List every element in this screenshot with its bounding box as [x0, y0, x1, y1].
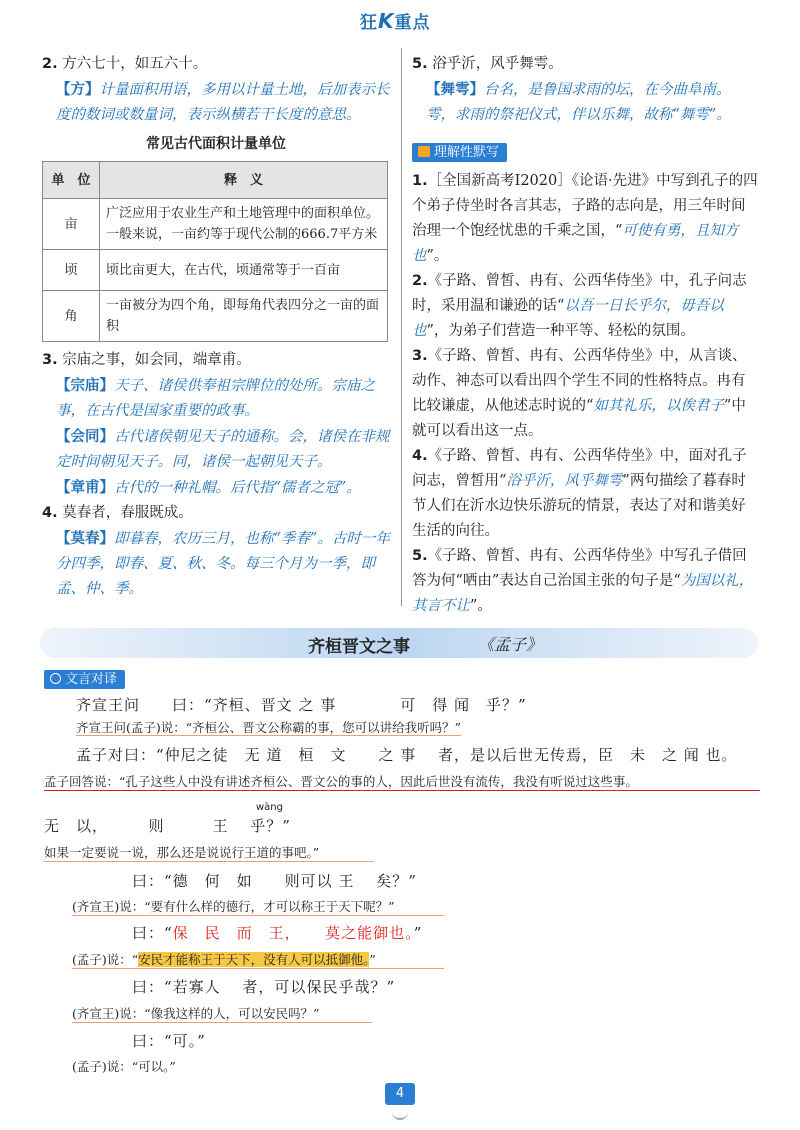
translation-line: 齐宣王问(孟子)说：“齐桓公、晋文公称霸的事，您可以讲给我听吗？” [76, 720, 462, 735]
original-line: 曰：“保 民 而 王， 莫之能御也。” [132, 924, 423, 942]
item-5: 5. 浴乎沂，风乎舞雩。 [412, 56, 563, 72]
page-number: 4 [385, 1083, 415, 1105]
unit-cell: 角 [43, 291, 100, 342]
column-divider [401, 48, 402, 606]
table-header: 释 义 [100, 162, 388, 199]
item-4: 4. 莫春者，春服既成。 [42, 505, 193, 521]
translation-line: (孟子)说：“安民才能称王于天下，没有人可以抵御他。” [72, 950, 444, 969]
desc-cell: 一亩被分为四个角，即每角代表四分之一亩的面积 [100, 291, 388, 342]
translation-line: (齐宣王)说：“像我这样的人，可以安民吗？” [72, 1004, 372, 1023]
question-4: 4.《子路、曾皙、冉有、公西华侍坐》中，面对孔子问志，曾皙用“浴乎沂，风乎舞雩”两句描绘了暮春时节人们在沂水边快乐游玩的情景，表达了对和谐美好生活的向往。 [412, 448, 747, 539]
pinyin: wàng [256, 802, 283, 813]
translation-line: (齐宣王)说：“要有什么样的德行，才可以称王于天下呢？” [72, 897, 444, 916]
area-units-table [42, 161, 388, 342]
table-header-row [43, 162, 388, 199]
translation-line: 如果一定要说一说，那么还是说说行王道的事吧。” [44, 843, 374, 862]
table-header: 单 位 [43, 162, 100, 199]
scroll-icon [50, 673, 61, 684]
answer: 为国以礼，其言不让 [412, 573, 754, 614]
unit-cell: 顷 [43, 250, 100, 291]
dictation-section-header [412, 140, 758, 165]
unit-cell: 亩 [43, 199, 100, 250]
desc-cell: 顷比亩更大，在古代，顷通常等于一百亩 [100, 250, 388, 291]
answer: 可使有勇，且知方也 [412, 223, 739, 264]
original-line: 齐宣王问 曰：“齐桓、晋文 之 事 可 得 闻 乎？” [76, 696, 527, 714]
desc-cell: 广泛应用于农业生产和土地管理中的面积单位。一般来说，一亩约等于现代公制的666.7平方米 [100, 199, 388, 250]
original-line: 曰：“若寡人 者，可以保民乎哉？” [132, 978, 396, 996]
item-5-note: 【舞雩】台名，是鲁国求雨的坛，在今曲阜南。雩，求雨的祭祀仪式，伴以乐舞，故称“舞雩”。 [426, 81, 731, 123]
translation-section-header [44, 668, 125, 687]
decorative-icon [392, 1110, 408, 1120]
question-2: 2.《子路、曾皙、冉有、公西华侍坐》中，孔子问志时，采用温和谦逊的话“以吾一日长乎尔，毋吾以也”，为弟子们营造一种平等、轻松的氛围。 [412, 273, 747, 339]
translation-line: (孟子)说：“可以。” [72, 1059, 176, 1074]
item-3-note: 【会同】古代诸侯朝见天子的通称。会，诸侯在非规定时间朝见天子。同，诸侯一起朝见天子。 [56, 428, 390, 470]
item-2-note: 【方】计量面积用语，多用以计量土地，后加表示长度的数词或数量词，表示纵横若干长度的意思。 [56, 81, 390, 123]
article-source: 《孟子》 [478, 635, 543, 654]
answer: 浴乎沂，风乎舞雩 [506, 473, 623, 489]
brand-logo: 狂K重点 [360, 9, 431, 33]
table-row [43, 291, 388, 342]
item-2: 2. 方六七十，如五六十。 [42, 56, 208, 72]
answer: 以吾一日长乎尔，毋吾以也 [412, 298, 724, 339]
original-line: 曰：“德 何 如 则可以 王 矣？” [132, 872, 417, 890]
table-row [43, 250, 388, 291]
item-3: 3. 宗庙之事，如会同，端章甫。 [42, 352, 251, 368]
original-line: 孟子对曰：“仲尼之徒 无 道 桓 文 之 事 者，是以后世无传焉，臣 未 之 闻 也。 [76, 746, 738, 764]
article-title-bar [40, 628, 758, 658]
answer: 如其礼乐，以俟君子 [593, 398, 724, 414]
book-icon [418, 146, 430, 157]
item-4-note: 【莫春】即暮春，农历三月，也称“季春”。古时一年分四季，即春、夏、秋、冬。每三个月为一季，即孟、仲、季。 [56, 530, 390, 597]
translation-line: 孟子回答说：“孔子这些人中没有讲述齐桓公、晋文公的事的人，因此后世没有流传，我没有听说过这些事。 [44, 772, 760, 791]
left-column [42, 52, 390, 602]
original-line: 曰：“可。” [132, 1032, 206, 1050]
question-5: 5.《子路、曾皙、冉有、公西华侍坐》中写孔子借回答为何“哂由”表达自己治国主张的句子是“为国以礼，其言不让”。 [412, 548, 754, 614]
section-label: 文言对译 [44, 670, 125, 689]
question-3: 3.《子路、曾皙、冉有、公西华侍坐》中，从言谈、动作、神态可以看出四个学生不同的性格特点。冉有比较谦虚，从他述志时说的“如其礼乐，以俟君子”中就可以看出这一点。 [412, 348, 747, 439]
section-label: 理解性默写 [412, 143, 507, 162]
table-row [43, 199, 388, 250]
article-title: 齐桓晋文之事 [308, 637, 410, 657]
original-line: 无 以， 则 王 乎？” [44, 817, 291, 835]
key-translation: 安民才能称王于天下，没有人可以抵御他。 [138, 952, 370, 967]
item-3-note: 【章甫】古代的一种礼帽。后代指“儒者之冠”。 [56, 479, 361, 496]
right-column [412, 52, 758, 619]
question-1: 1.［全国新高考Ⅰ2020］《论语·先进》中写到孔子的四个弟子侍坐时各言其志，子路的志向是，用三年时间治理一个饱经忧患的千乘之国，“可使有勇，且知方也”。 [412, 173, 758, 264]
table-title: 常见古代面积计量单位 [146, 136, 286, 152]
item-3-note: 【宗庙】天子、诸侯供奉祖宗牌位的处所。宗庙之事，在古代是国家重要的政事。 [56, 377, 375, 419]
